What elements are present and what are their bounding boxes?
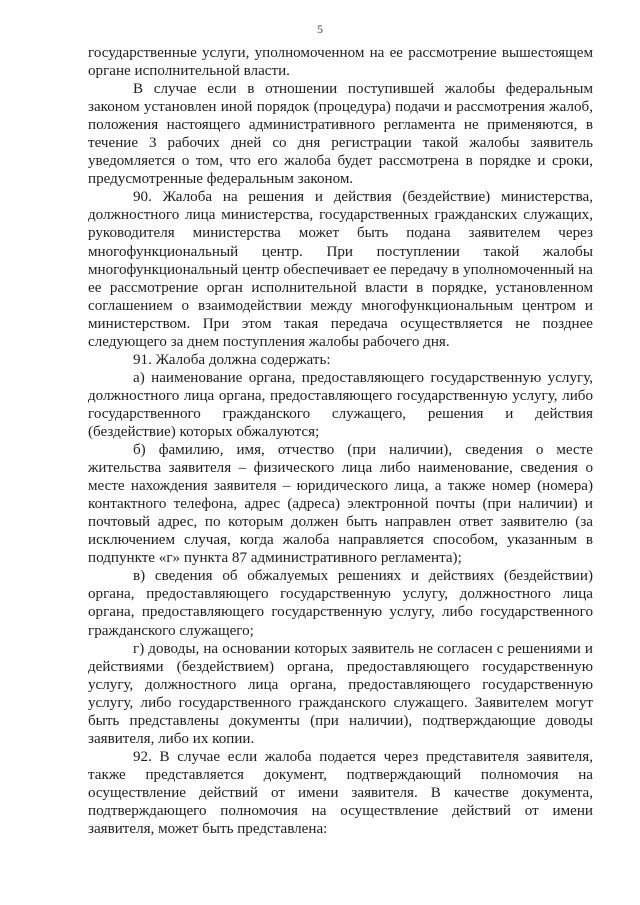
paragraph-clause-92: 92. В случае если жалоба подается через представителя заявителя, также представляется документ, подтверждающий полномочия на осуществление действий от имени заявителя. В качестве документа, подтверждающего полномочия на осуществление действий от имени заявителя, может быть представлена: <box>88 748 593 838</box>
paragraph: В случае если в отношении поступившей жалобы федеральным законом установлен иной порядок (процедура) подачи и рассмотрения жалоб, положения настоящего административного регламента не применяются, в течение 3 рабочих дней со дня регистрации такой жалобы заявитель уведомляется о том, что его жалоба будет рассмотрена в порядке и сроки, предусмотренные федеральным законом. <box>88 81 593 188</box>
document-body <box>88 44 593 838</box>
paragraph: государственные услуги, уполномоченном на ее рассмотрение вышестоящем органе исполнительной власти. <box>88 45 593 80</box>
list-item-v: в) сведения об обжалуемых решениях и действиях (бездействии) органа, предоставляющего государственную услугу, должностного лица органа, предоставляющего государственную услугу, либо государственного гражданского служащего; <box>88 568 593 639</box>
paragraph-clause-91: 91. Жалоба должна содержать: <box>133 351 331 368</box>
list-item-b: б) фамилию, имя, отчество (при наличии), сведения о месте жительства заявителя – физического лица либо наименование, сведения о месте нахождения заявителя – юридического лица, а также номер (номера) контактного телефона, адрес (адреса) электронной почты (при наличии) и почтовый адрес, по которым должен быть направлен ответ заявителю (за исключением случая, когда жалоба направляется способом, указанным в подпункте «г» пункта 87 административного регламента); <box>88 442 593 567</box>
list-item-g: г) доводы, на основании которых заявитель не согласен с решениями и действиями (бездействием) органа, предоставляющего государственную услугу, должностного лица органа, предоставляющего государственную услугу, либо государственного гражданского служащего. Заявителем могут быть представлены документы (при наличии), подтверждающие доводы заявителя, либо их копии. <box>88 640 593 747</box>
paragraph-clause-90: 90. Жалоба на решения и действия (бездействие) министерства, должностного лица министерства, государственных гражданских служащих, руководителя министерства может быть подана заявителем через многофункциональный центр. При поступлении такой жалобы многофункциональный центр обеспечивает ее передачу в уполномоченный на ее рассмотрение орган исполнительной власти в порядке, установленном соглашением о взаимодействии между многофункциональным центром и министерством. При этом такая передача осуществляется не позднее следующего за днем поступления жалобы рабочего дня. <box>88 189 593 350</box>
list-item-a: а) наименование органа, предоставляющего государственную услугу, должностного лица органа, предоставляющего государственную услугу, либо государственного гражданского служащего, решения и действия (бездействие) которых обжалуются; <box>88 369 593 440</box>
page-number: 5 <box>317 22 323 36</box>
